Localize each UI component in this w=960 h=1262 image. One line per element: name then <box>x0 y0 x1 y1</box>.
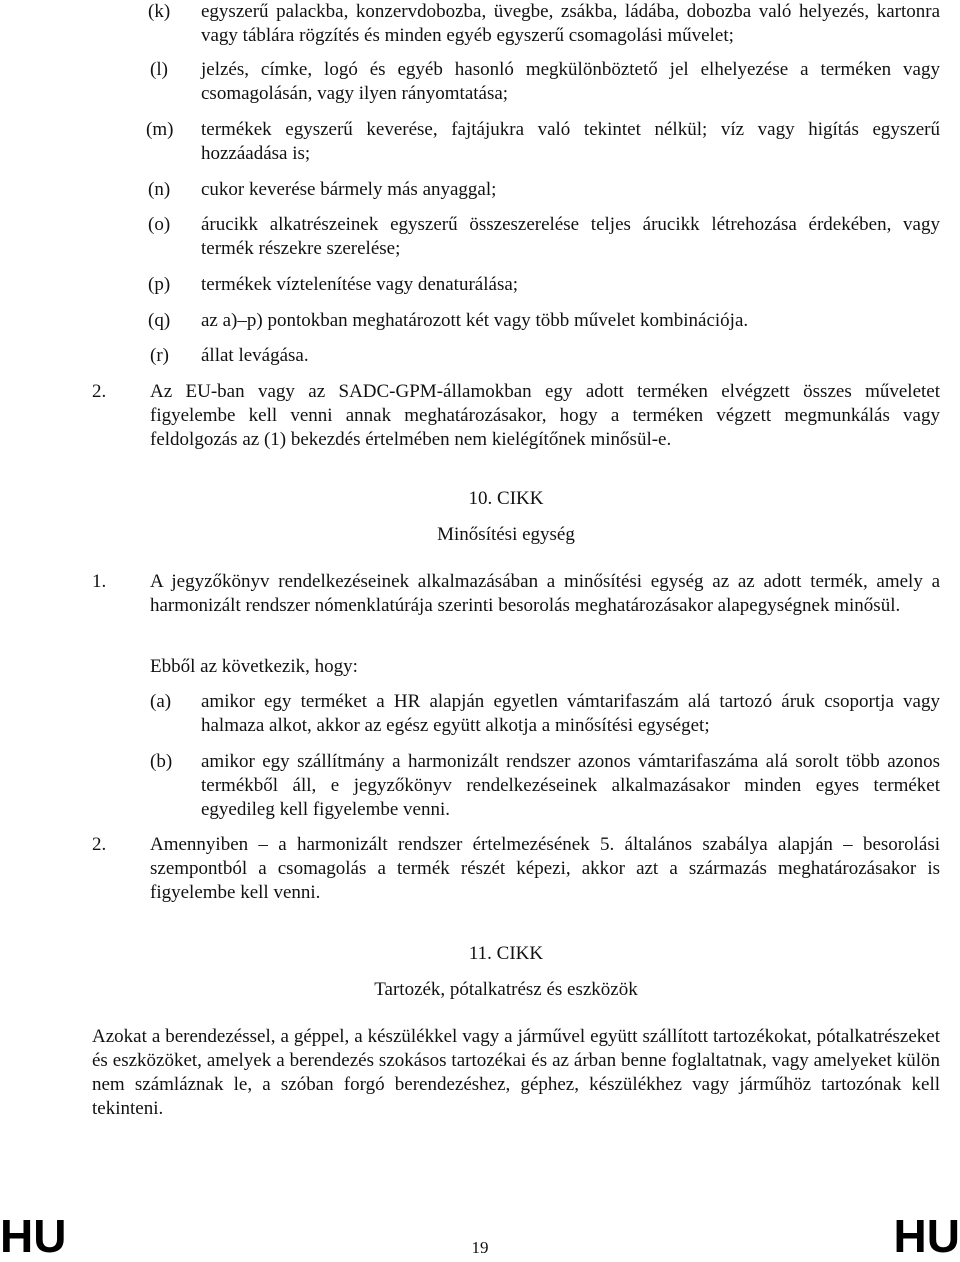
list-item-text: termékek egyszerű keverése, fajtájukra való tekintet nélkül; víz vagy higítás egyszerű hozzáadása is; <box>201 119 940 164</box>
article-11-title: Tartozék, pótalkatrész és eszközök <box>374 979 638 1000</box>
list-item-label: (r) <box>150 345 169 366</box>
list-item-text: amikor egy terméket a HR alapján egyetlen vámtarifaszám alá tartozó áruk csoportja vagy halmaza alkot, akkor az egész együtt alkotja a minősítési egységet; <box>201 691 940 736</box>
paragraph-number: 2. <box>92 834 107 855</box>
list-item-label: (b) <box>150 751 173 772</box>
paragraph-text: A jegyzőkönyv rendelkezéseinek alkalmazásában a minősítési egység az az adott termék, amely a harmonizált rendszer nómenklatúrája szerinti besorolás meghatározásakor alapegységnek minősül. <box>150 571 940 616</box>
list-item-label: (o) <box>148 214 171 235</box>
list-item-text: egyszerű palackba, konzervdobozba, üvegbe, zsákba, ládába, dobozba való helyezés, kartonra vagy táblára rögzítés és minden egyéb egyszerű csomagolási művelet; <box>201 1 940 46</box>
paragraph-number: 1. <box>92 571 107 592</box>
list-item-label: (q) <box>148 310 171 331</box>
list-item-label: (m) <box>146 119 174 140</box>
language-mark-left: HU <box>0 1210 67 1262</box>
list-item-text: amikor egy szállítmány a harmonizált rendszer azonos vámtarifaszáma alá sorolt több azonos termékből áll, e jegyzőkönyv rendelkezéseinek alkalmazásakor minden egyes terméket egyedileg kell figyelembe venni. <box>201 751 940 820</box>
paragraph-number: 2. <box>92 381 107 402</box>
list-item-label: (n) <box>148 179 171 200</box>
list-item-text: az a)–p) pontokban meghatározott két vagy több művelet kombinációja. <box>201 310 749 331</box>
list-item-label: (a) <box>150 691 172 712</box>
article-10-intro: Ebből az következik, hogy: <box>150 656 358 677</box>
language-mark-right: HU <box>893 1210 960 1262</box>
paragraph-text: Amennyiben – a harmonizált rendszer értelmezésének 5. általános szabálya alapján – besorolási szempontból a csomagolás a termék részét képezi, akkor azt a származás meghatározásakor is figyelembe kell venni. <box>150 834 940 903</box>
list-item-text: állat levágása. <box>201 345 309 366</box>
list-item-text: cukor keverése bármely más anyaggal; <box>201 179 497 200</box>
list-item-text: árucikk alkatrészeinek egyszerű összeszerelése teljes árucikk létrehozása érdekében, vagy termék részekre szerelése; <box>201 214 940 259</box>
article-11-heading: 11. CIKK <box>468 943 544 964</box>
paragraph-text: Az EU-ban vagy az SADC-GPM-államokban egy adott terméken elvégzett összes műveletet figyelembe kell venni annak meghatározásakor, hogy a terméken végzett megmunkálás vagy feldolgozás az (1) bekezdés értelmében nem kielégítőnek minősül-e. <box>150 381 940 450</box>
list-item-label: (k) <box>148 1 171 22</box>
article-10-heading: 10. CIKK <box>468 488 544 509</box>
page-number: 19 <box>471 1238 489 1257</box>
list-item-text: termékek víztelenítése vagy denaturálása; <box>201 274 519 295</box>
list-item-label: (p) <box>148 274 171 295</box>
paragraph-text: Azokat a berendezéssel, a géppel, a készülékkel vagy a járművel együtt szállított tartozékokat, pótalkatrészeket és eszközöket, amelyek a berendezés szokásos tartozékai és az árban benne foglaltatnak, vagy amelyeket külön nem számláznak le, a szóban forgó berendezéshez, géphez, készülékhez vagy járműhöz tartozónak kell tekinteni. <box>92 1026 940 1119</box>
article-10-title: Minősítési egység <box>437 524 575 545</box>
list-item-text: jelzés, címke, logó és egyéb hasonló megkülönböztető jel elhelyezése a terméken vagy csomagolásán, vagy ilyen rányomtatása; <box>201 59 940 104</box>
list-item-label: (l) <box>150 59 168 80</box>
